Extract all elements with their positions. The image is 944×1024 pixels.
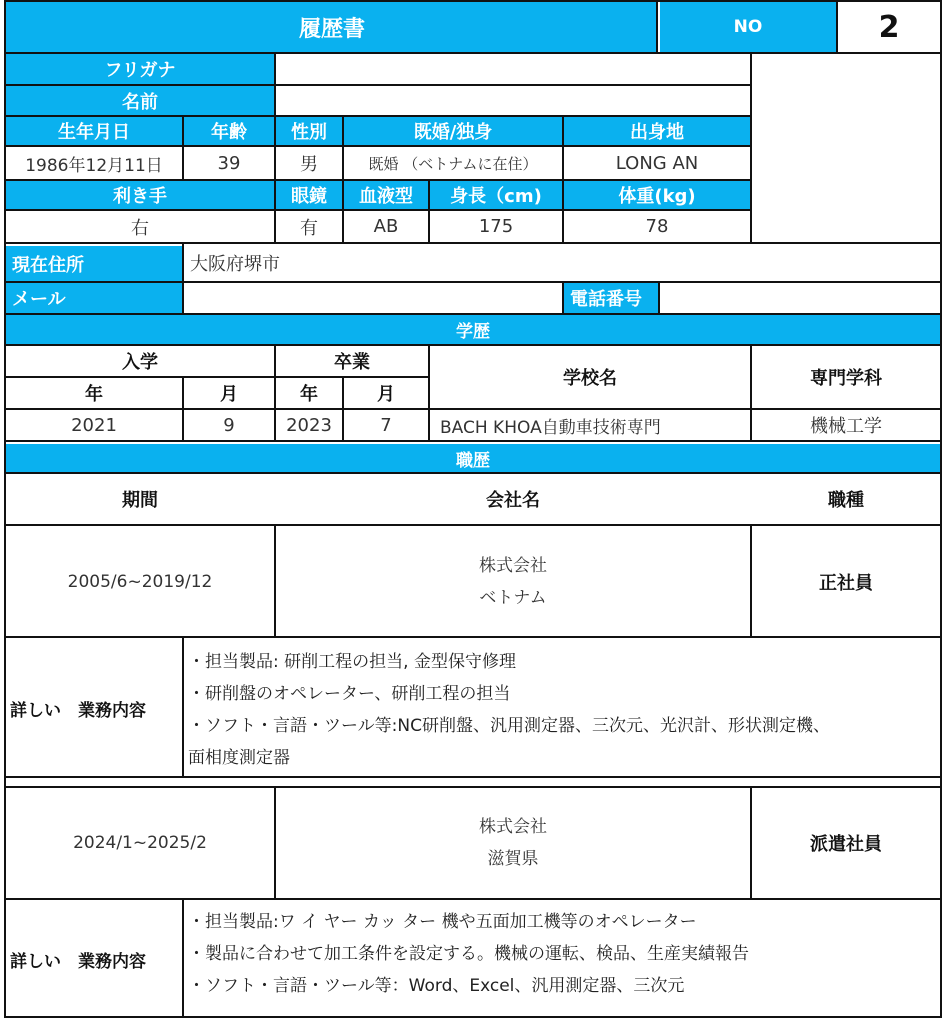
grid-line (274, 786, 276, 898)
job-detail-line: ・製品に合わせて加工条件を設定する。機械の運転、検品、生産実績報告 (188, 944, 749, 964)
grad-year-label: 年 (300, 384, 318, 405)
job-company (276, 528, 750, 636)
name-label: 名前 (6, 86, 274, 116)
job-details (184, 900, 940, 1016)
entry-label: 入学 (122, 352, 158, 373)
weight-value: 78 (645, 216, 669, 237)
email-label: メール (6, 283, 182, 313)
grid-line (562, 281, 564, 313)
job-company-line2: ベトナム (479, 588, 547, 608)
grid-line (4, 786, 942, 788)
period-label: 期間 (122, 490, 158, 511)
furigana-label: フリガナ (6, 54, 274, 84)
gender-value: 男 (300, 154, 318, 175)
grid-line (4, 344, 942, 346)
grid-line (750, 524, 752, 636)
job-company (276, 788, 750, 898)
no-value: 2 (878, 9, 900, 45)
major-value: 機械工学 (810, 416, 882, 437)
grid-line (342, 376, 344, 440)
grad-month-value: 7 (380, 414, 392, 436)
grid-line (4, 179, 752, 181)
hand-value: 右 (131, 217, 149, 239)
address-label: 現在住所 (6, 246, 182, 281)
grid-line (4, 472, 942, 474)
grid-line (342, 115, 344, 242)
glasses-label: 眼鏡 (276, 181, 342, 209)
grid-line (182, 898, 184, 1018)
grid-line (656, 0, 658, 52)
glasses-value: 有 (300, 217, 318, 239)
job-detail-line: ・研削盤のオペレーター、研削工程の担当 (188, 684, 511, 704)
photo-area (752, 54, 940, 242)
type-label: 職種 (828, 490, 864, 511)
address-value: 大阪府堺市 (190, 254, 280, 275)
grid-line (750, 786, 752, 898)
grid-line (4, 115, 752, 117)
grid-line (750, 52, 752, 242)
weight-label: 体重(kg) (564, 181, 750, 209)
grid-line (836, 0, 838, 52)
grid-line (428, 179, 430, 242)
education-section-header: 学歴 (6, 315, 940, 344)
height-label: 身長（cm) (430, 181, 562, 209)
birthplace-value: LONG AN (615, 152, 699, 174)
grid-line (4, 376, 430, 378)
job-type: 派遣社員 (810, 834, 882, 855)
grid-line (4, 440, 942, 442)
grid-line (750, 344, 752, 440)
grid-line (274, 524, 276, 636)
grid-line (274, 115, 276, 242)
job-company-line1: 株式会社 (479, 817, 547, 837)
grid-line (274, 52, 276, 116)
entry-month-value: 9 (223, 414, 235, 436)
grid-line (182, 636, 184, 776)
grad-label: 卒業 (334, 352, 370, 373)
name-value[interactable] (276, 86, 750, 116)
details-label: 詳しい 業務内容 (10, 700, 146, 721)
job-period: 2005/6~2019/12 (67, 572, 213, 592)
grid-line (4, 0, 6, 1018)
grid-line (428, 344, 430, 440)
grid-line (182, 242, 184, 313)
marital-label: 既婚/独身 (344, 117, 562, 145)
grid-line (4, 84, 752, 86)
entry-month-label: 月 (220, 384, 238, 405)
grid-line (4, 0, 942, 2)
career-section-header: 職歴 (6, 444, 940, 472)
phone-label: 電話番号 (564, 283, 658, 313)
job-period: 2024/1~2025/2 (73, 833, 207, 853)
job-detail-line: 面相度測定器 (188, 748, 290, 768)
blood-value: AB (373, 216, 399, 237)
grid-line (182, 376, 184, 440)
grid-line (182, 115, 184, 181)
birthdate-value: 1986年12月11日 (25, 155, 163, 176)
job-details (184, 640, 940, 776)
grid-line (4, 776, 942, 778)
grid-line (4, 281, 942, 283)
grid-line (4, 898, 942, 900)
height-value: 175 (478, 216, 514, 237)
marital-value: 既婚 （ベトナムに在住） (368, 154, 538, 173)
grid-line (274, 344, 276, 440)
age-value: 39 (217, 152, 241, 174)
gender-label: 性別 (276, 117, 342, 145)
grid-line (4, 209, 752, 211)
major-label: 専門学科 (810, 368, 882, 389)
grad-year-value: 2023 (286, 414, 332, 436)
school-label: 学校名 (563, 368, 617, 389)
grid-line (4, 524, 942, 526)
birthdate-label: 生年月日 (6, 117, 182, 145)
grad-month-label: 月 (377, 384, 395, 405)
age-label: 年齢 (184, 117, 274, 145)
phone-value[interactable] (660, 283, 940, 313)
furigana-value[interactable] (276, 54, 750, 84)
grid-line (658, 281, 660, 313)
school-value: BACH KHOA自動車技術専門 (440, 417, 661, 438)
birthplace-label: 出身地 (564, 117, 750, 145)
job-detail-line: ・ソフト・言語・ツール等：Word、Excel、汎用測定器、三次元 (188, 976, 685, 996)
resume-title: 履歴書 (6, 2, 658, 52)
grid-line (4, 52, 942, 54)
job-detail-line: ・ソフト・言語・ツール等:NC研削盤、汎用測定器、三次元、光沢計、形状測定機、 (188, 716, 830, 736)
grid-line (4, 313, 942, 315)
grid-line (4, 145, 752, 147)
grid-line (4, 1016, 942, 1018)
entry-year-value: 2021 (71, 414, 117, 436)
grid-line (4, 636, 942, 638)
grid-line (4, 408, 942, 410)
grid-line (562, 115, 564, 242)
job-type: 正社員 (819, 573, 873, 594)
email-value[interactable] (184, 283, 562, 313)
job-company-line2: 滋賀県 (487, 849, 539, 869)
details-label: 詳しい 業務内容 (10, 951, 146, 972)
company-label: 会社名 (486, 490, 540, 511)
hand-label: 利き手 (6, 181, 274, 209)
blood-label: 血液型 (344, 181, 428, 209)
job-company-line1: 株式会社 (479, 556, 547, 576)
job-detail-line: ・担当製品: 研削工程の担当, 金型保守修理 (188, 652, 516, 672)
grid-line (4, 242, 942, 244)
entry-year-label: 年 (85, 384, 103, 405)
grid-line (940, 0, 942, 1018)
no-label: NO (660, 2, 836, 52)
job-detail-line: ・担当製品:ワ イ ヤー カッ ター 機や五面加工機等のオペレーター (188, 912, 697, 932)
